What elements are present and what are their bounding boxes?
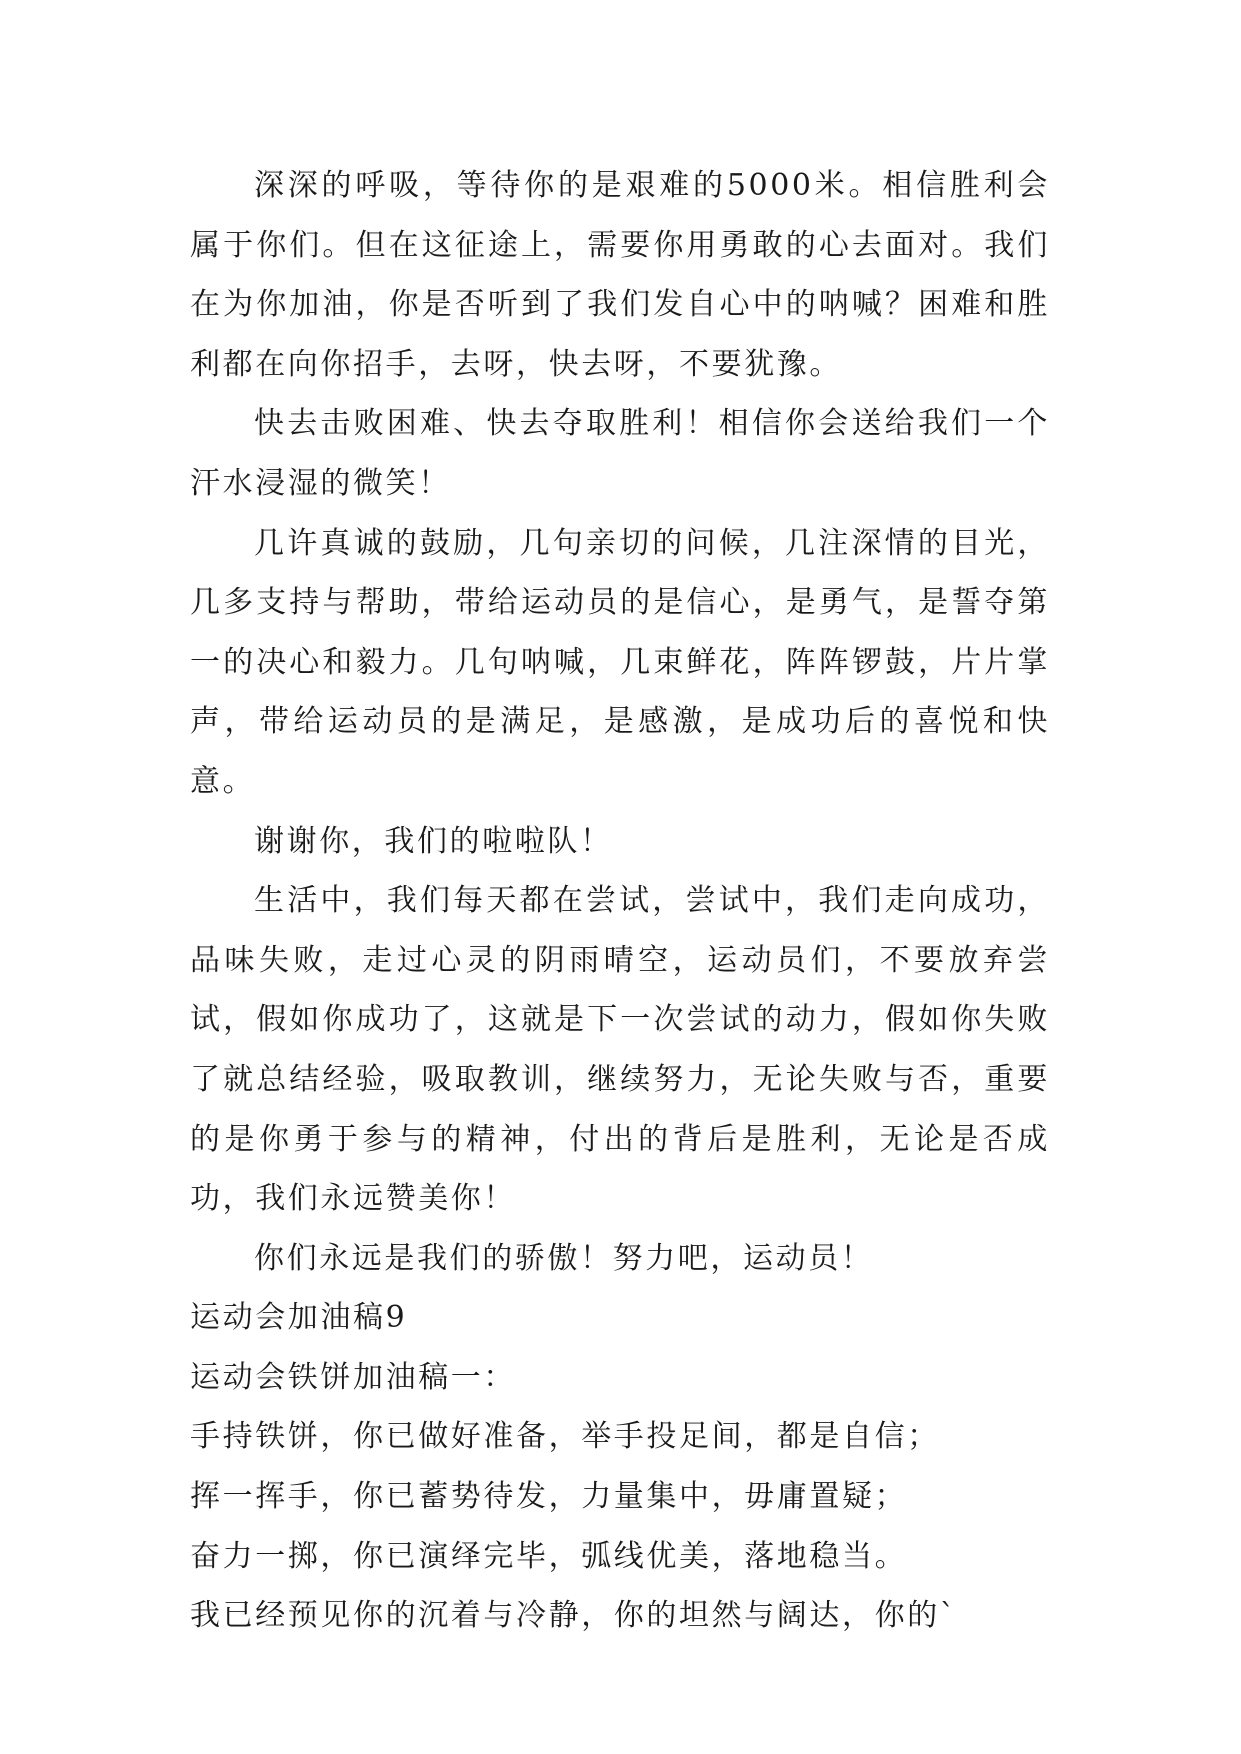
paragraph-2: 快去击败困难、快去夺取胜利！相信你会送给我们一个汗水浸湿的微笑！	[190, 406, 1050, 501]
section-title: 运动会加油稿9	[190, 1300, 408, 1336]
poem-line-3: 奋力一掷，你已演绎完毕，弧线优美，落地稳当。	[190, 1538, 908, 1574]
paragraph-4: 谢谢你，我们的啦啦队！	[254, 823, 613, 859]
subsection-title: 运动会铁饼加油稿一：	[190, 1359, 516, 1395]
paragraph-6: 你们永远是我们的骄傲！努力吧，运动员！	[254, 1240, 874, 1276]
poem-line-2: 挥一挥手，你已蓄势待发，力量集中，毋庸置疑；	[190, 1479, 908, 1515]
paragraph-1: 深深的呼吸，等待你的是艰难的5000米。相信胜利会属于你们。但在这征途上，需要你用勇敢的心去面对。我们在为你加油，你是否听到了我们发自心中的呐喊？困难和胜利都在向你招手，去呀，快去呀，不要犹豫。	[190, 168, 1050, 382]
paragraph-3: 几许真诚的鼓励，几句亲切的问候，几注深情的目光，几多支持与帮助，带给运动员的是信心，是勇气，是誓夺第一的决心和毅力。几句呐喊，几束鲜花，阵阵锣鼓，片片掌声，带给运动员的是满足，是感激，是成功后的喜悦和快意。	[190, 525, 1050, 799]
paragraph-5: 生活中，我们每天都在尝试，尝试中，我们走向成功，品味失败，走过心灵的阴雨晴空，运动员们，不要放弃尝试，假如你成功了，这就是下一次尝试的动力，假如你失败了就总结经验，吸取教训，继续努力，无论失败与否，重要的是你勇于参与的精神，付出的背后是胜利，无论是否成功，我们永远赞美你！	[190, 883, 1050, 1217]
poem-line-4: 我已经预见你的沉着与冷静，你的坦然与阔达，你的`	[190, 1598, 958, 1634]
poem-line-1: 手持铁饼，你已做好准备，举手投足间，都是自信；	[190, 1419, 940, 1455]
document-body	[190, 156, 1050, 1646]
